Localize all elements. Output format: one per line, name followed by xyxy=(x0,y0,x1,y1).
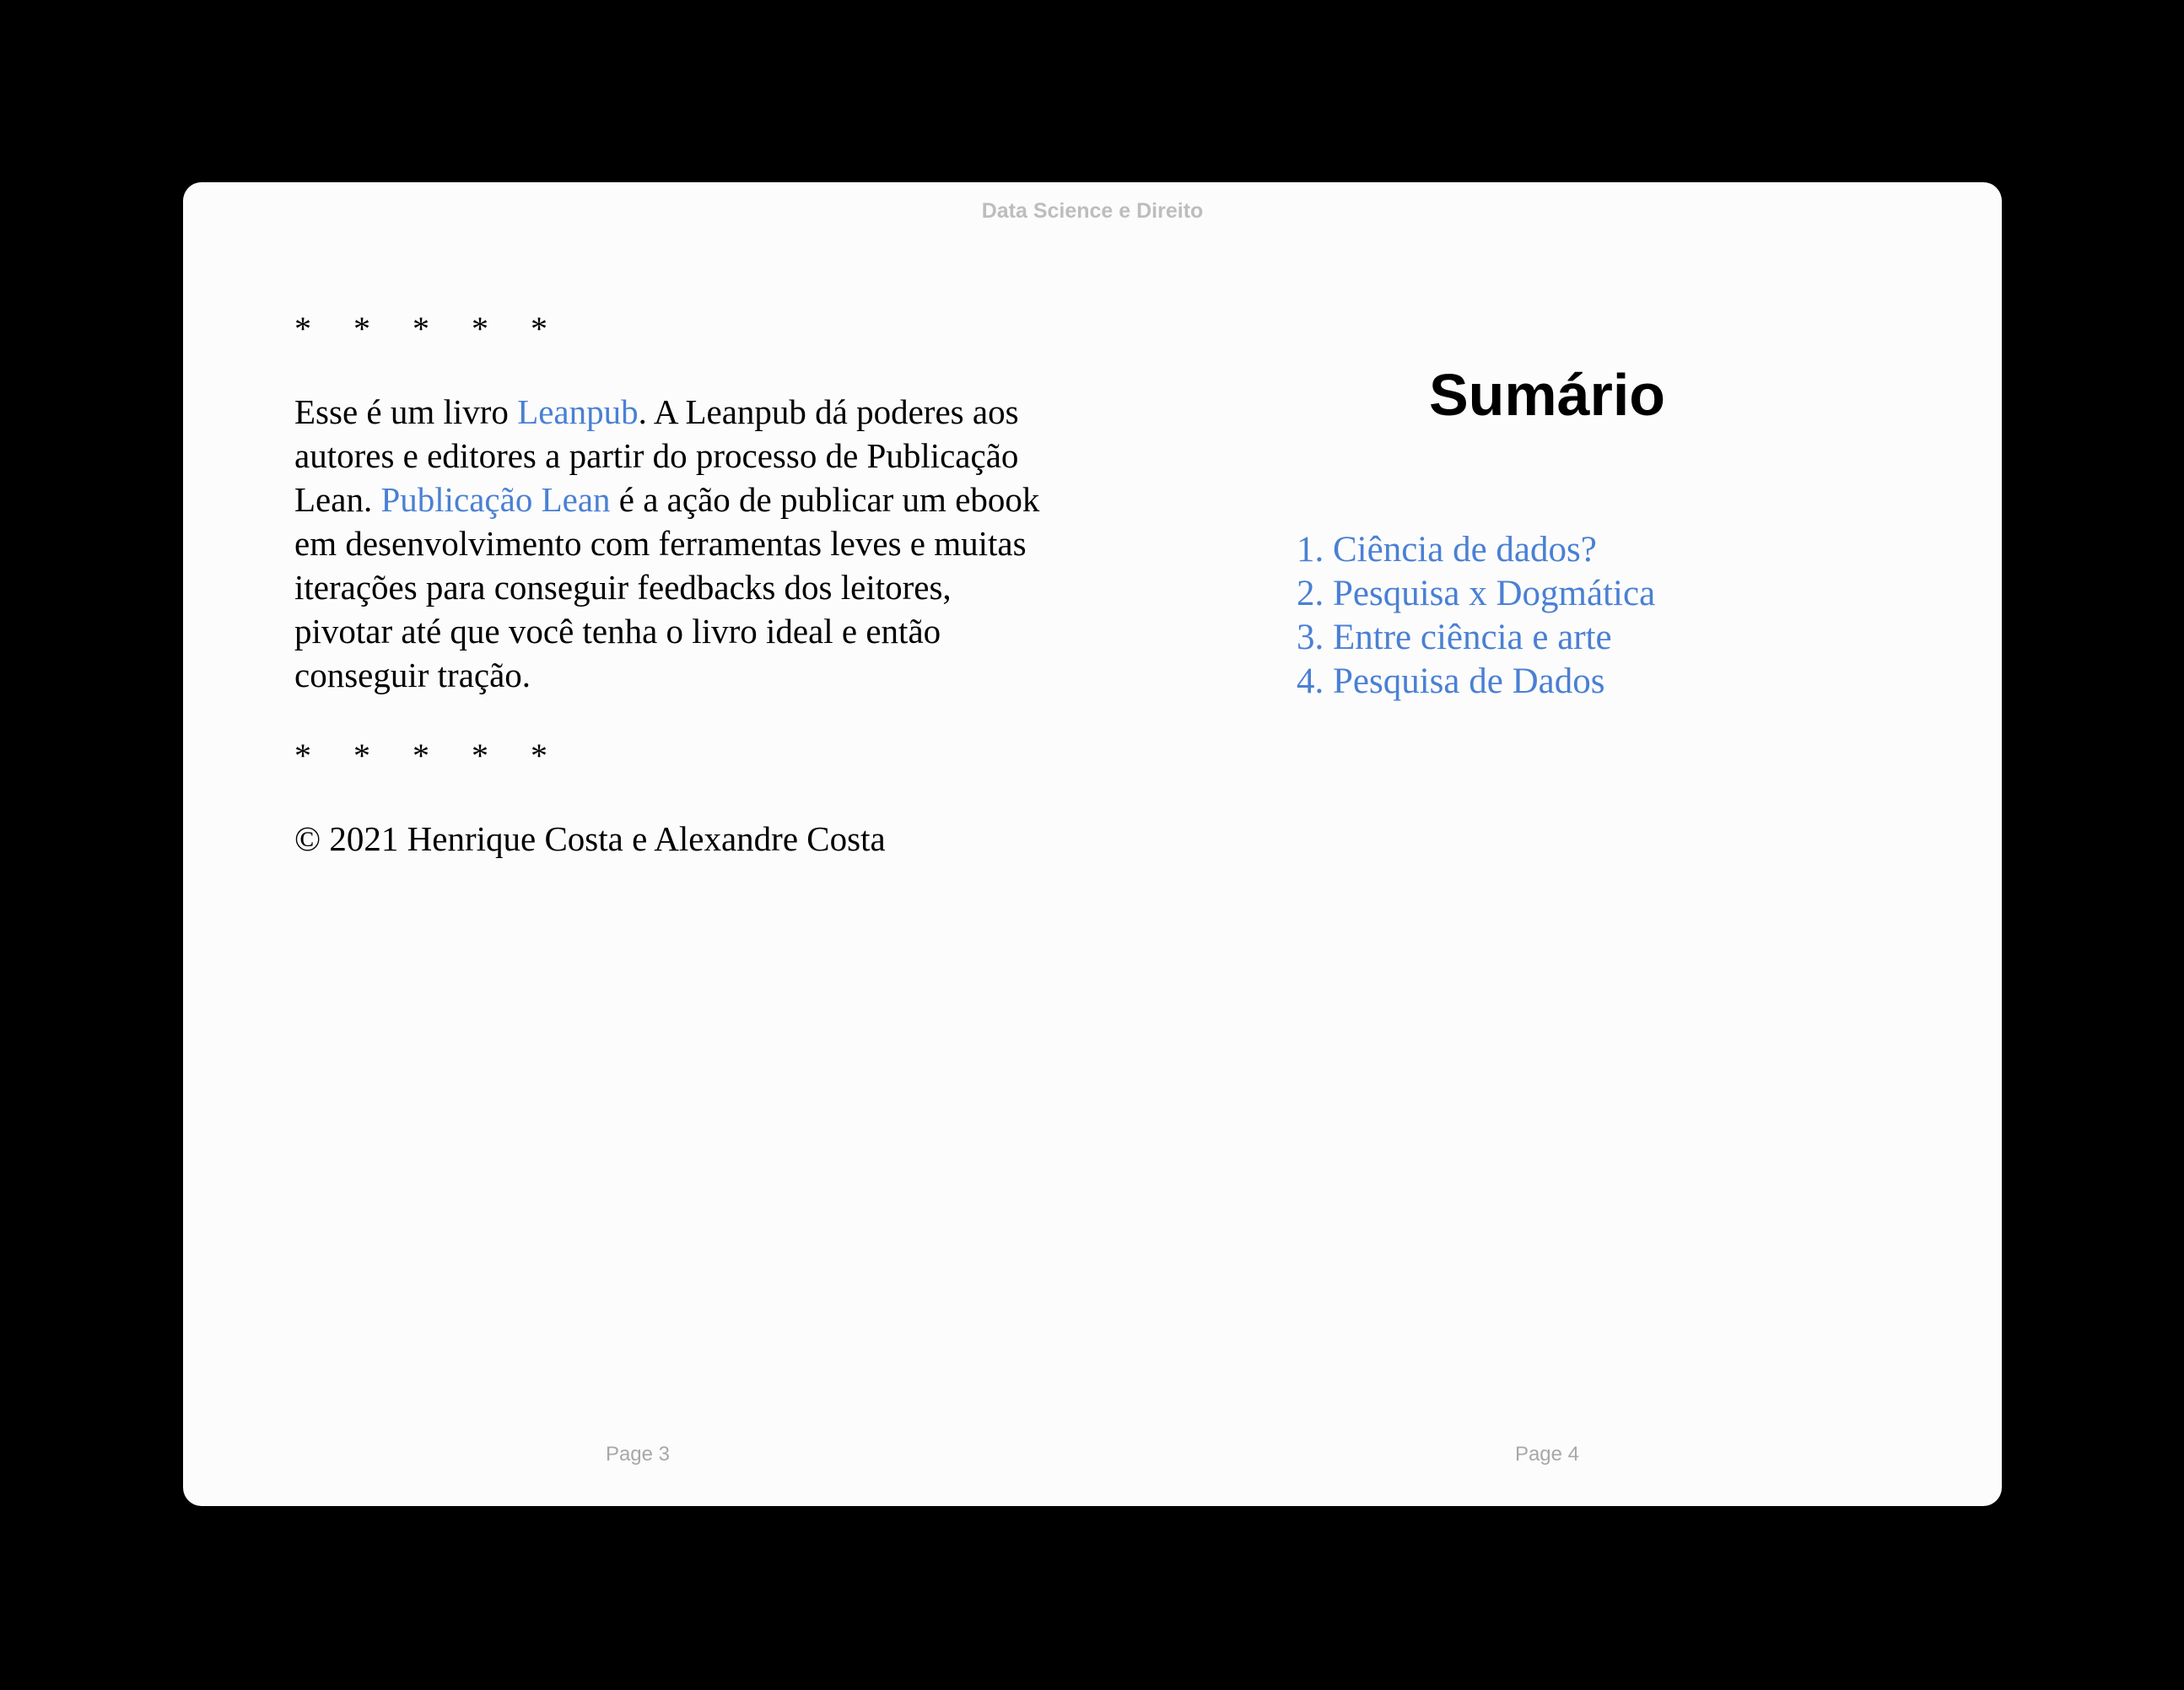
book-reader-window xyxy=(183,182,2002,1506)
page-right xyxy=(1092,182,2002,1506)
toc-item-entre-ciencia-e-arte[interactable]: 3. Entre ciência e arte xyxy=(1297,618,1612,657)
page-left xyxy=(183,182,1092,1506)
toc-item-pesquisa-x-dogmatica[interactable]: 2. Pesquisa x Dogmática xyxy=(1297,574,1656,613)
page-number-right: Page 4 xyxy=(1514,1443,1580,1466)
separator-bottom: * * * * * xyxy=(294,737,564,775)
window-title: Data Science e Direito xyxy=(981,199,1204,223)
paragraph-outro: é a ação de publicar um ebook em desenvolvimento com ferramentas leves e muitas iterações para conseguir feedbacks dos leitores, pivotar até que você tenha o livro ideal e então conseguir tração. xyxy=(294,480,1040,694)
leanpub-link[interactable]: Leanpub xyxy=(517,392,639,431)
copyright-notice: © 2021 Henrique Costa e Alexandre Costa xyxy=(294,819,886,858)
toc-item-ciencia-de-dados[interactable]: 1. Ciência de dados? xyxy=(1297,530,1597,570)
lean-publishing-link[interactable]: Publicação Lean xyxy=(380,480,611,519)
toc-item-pesquisa-de-dados[interactable]: 4. Pesquisa de Dados xyxy=(1297,661,1605,701)
toc-title: Sumário xyxy=(1428,362,1666,428)
paragraph-intro: Esse é um livro xyxy=(294,392,518,431)
separator-top: * * * * * xyxy=(294,310,564,348)
leanpub-paragraph xyxy=(294,390,1045,697)
toc-list xyxy=(1297,528,1655,704)
paragraph-middle: . A Leanpub dá poderes aos autores e editores a partir do processo de Publicação Lean. xyxy=(294,392,1019,519)
page-number-left: Page 3 xyxy=(605,1443,671,1466)
